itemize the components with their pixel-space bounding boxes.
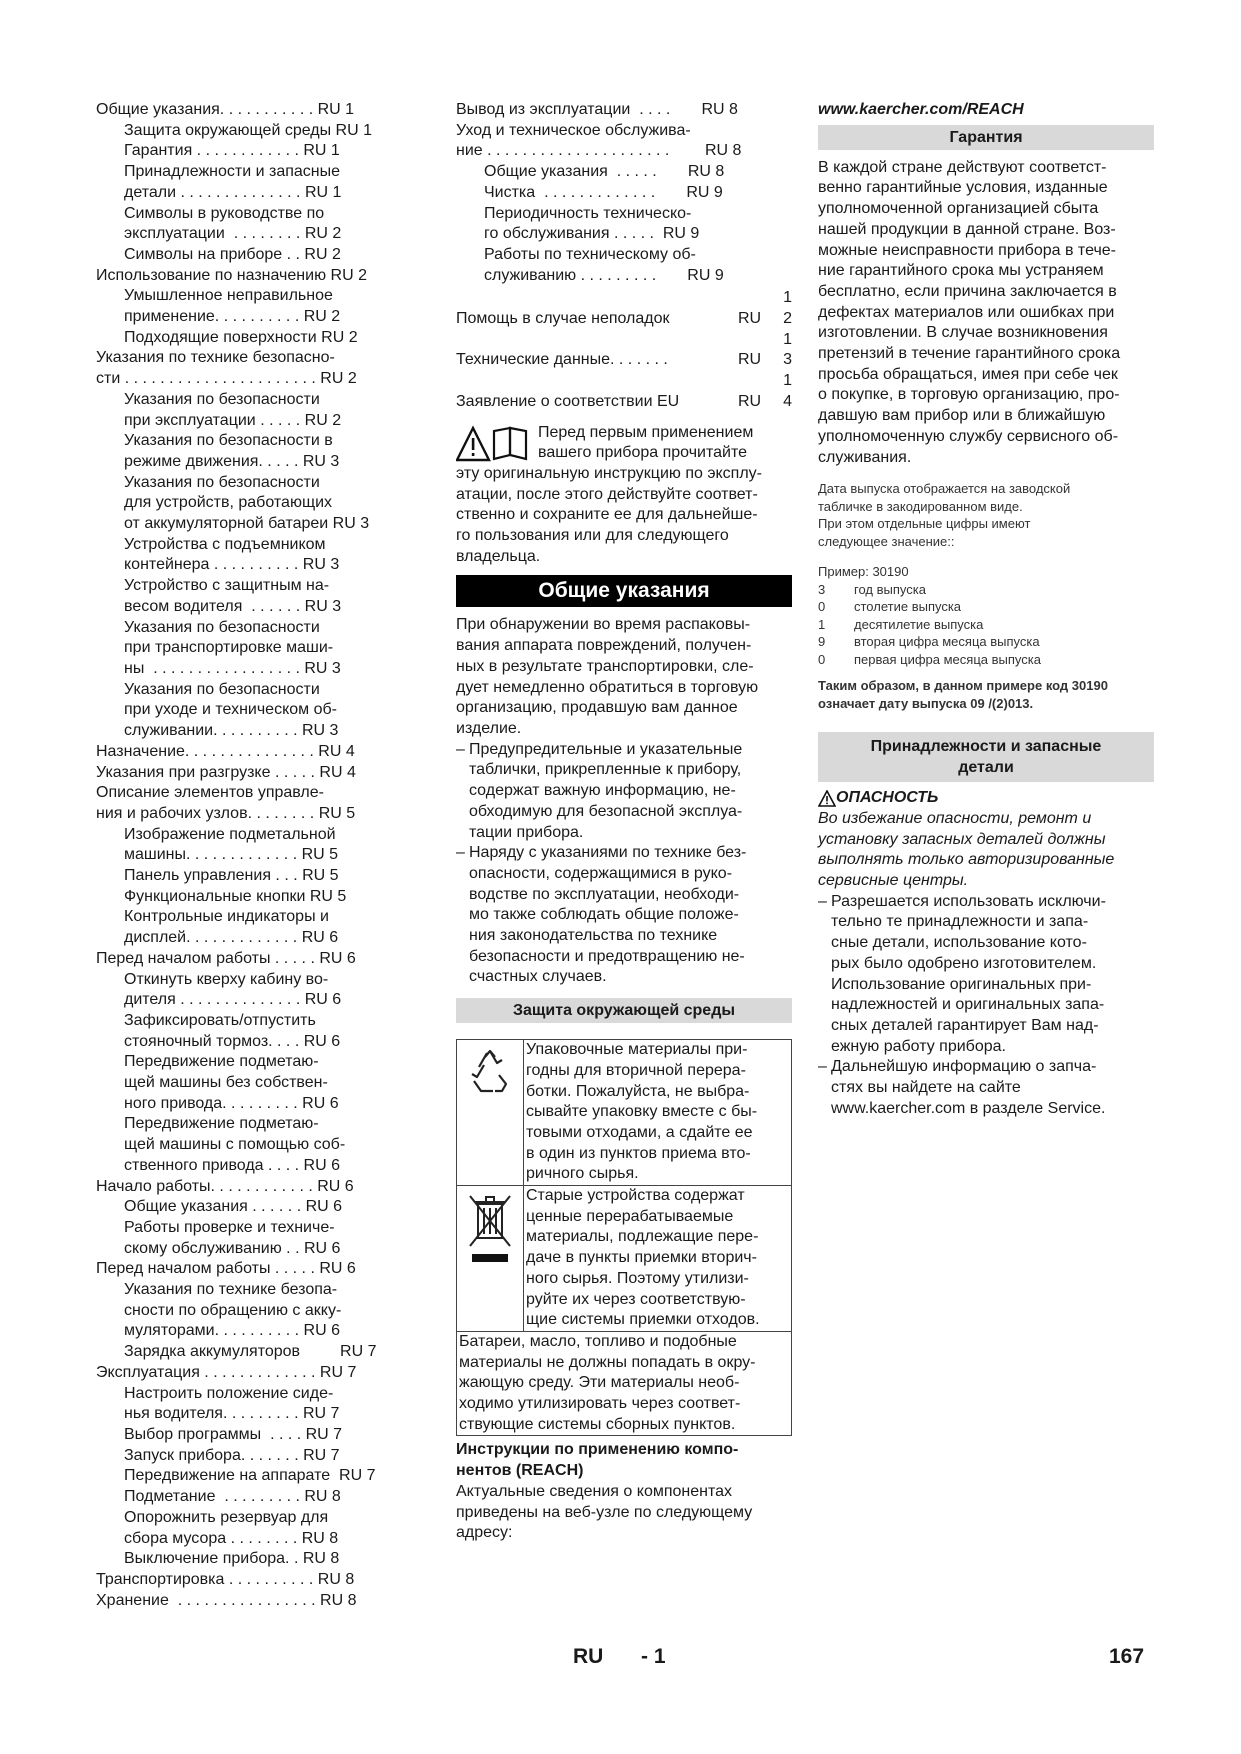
toc-entry-title: Помощь в случае неполадок	[456, 310, 670, 328]
toc-column-2	[456, 100, 792, 286]
accessories-list-item	[818, 1057, 1154, 1119]
toc-entry: от аккумуляторной батареи RU 3	[124, 515, 370, 533]
danger-line: Во избежание опасности, ремонт и	[818, 809, 1092, 827]
date-digit-row	[818, 651, 1154, 669]
toc-entry: Перед началом работы . . . . . RU 6	[96, 949, 356, 967]
packaging-text	[524, 1040, 792, 1186]
reach-heading	[456, 1440, 792, 1481]
toc-entry: Выбор программы . . . . RU 7	[124, 1426, 343, 1443]
warranty-line: уполномоченной организацией сбыта	[818, 200, 1099, 218]
danger-label-row	[818, 788, 1154, 809]
reach-url: www.kaercher.com/REACH	[818, 101, 1024, 118]
reach-text	[456, 1482, 792, 1544]
packaging-line: товыми отходами, а сдайте ее	[526, 1123, 753, 1141]
accessories-list-item	[818, 892, 1154, 1058]
list-item-line: ния законодательства по технике	[469, 927, 718, 945]
general-heading: Общие указания	[456, 575, 792, 607]
danger-line: выполнять только авторизированные	[818, 851, 1115, 869]
toc-entry: Защита окружающей среды RU 1	[124, 121, 372, 139]
toc-entry: Панель управления . . . RU 5	[124, 867, 339, 885]
list-item-line: опасности, содержащимися в руко-	[469, 864, 733, 882]
toc-entry: Изображение подметальной	[124, 825, 336, 843]
toc-entry: служивании. . . . . . . . . . RU 3	[124, 722, 339, 740]
list-item-line: мо также соблюдать общие положе-	[469, 906, 739, 924]
warning-line: Перед первым применением	[538, 423, 754, 441]
environment-table	[456, 1039, 792, 1436]
list-item-text	[469, 843, 746, 988]
reach-text-line: Актуальные сведения о компонентах	[456, 1482, 733, 1500]
toc-entry-title: Технические данные. . . . . . .	[456, 351, 668, 369]
toc-entry: машины. . . . . . . . . . . . . RU 5	[124, 846, 339, 864]
toc-entry: Указания при разгрузке . . . . . RU 4	[96, 763, 356, 781]
general-text-line: При обнаружении во время распаковы-	[456, 616, 751, 634]
toc-entry: Зарядка аккумуляторов RU 7	[124, 1343, 377, 1361]
warranty-line: венно гарантийные условия, изданные	[818, 179, 1108, 197]
list-item-line: www.kaercher.com в разделе Service.	[831, 1099, 1106, 1117]
old-devices-line: руйте их через соответствую-	[526, 1290, 746, 1308]
toc-entry: го обслуживания . . . . . RU 9	[484, 225, 700, 243]
toc-entry: Устройства с подъемником	[124, 535, 326, 553]
toc-entry: Указания по безопасности	[124, 473, 320, 491]
danger-line: установку запасных деталей должны	[818, 830, 1106, 848]
batteries-line: жающую среду. Эти материалы необ-	[459, 1374, 740, 1392]
date-info-line: Дата выпуска отображается на заводской	[818, 481, 1071, 497]
toc-entry: Описание элементов управле-	[96, 784, 324, 802]
toc-entry: при транспортировке маши-	[124, 639, 334, 657]
toc-entry: щей машины без собствен-	[124, 1074, 328, 1092]
toc-entry: при уходе и техническом об-	[124, 701, 337, 719]
toc-entry: Общие указания. . . . . . . . . . . RU 1	[96, 101, 355, 118]
toc-entry: Указания по безопасности	[124, 390, 320, 408]
toc-entry: Общие указания . . . . . . RU 6	[124, 1198, 343, 1216]
toc-entry: Подходящие поверхности RU 2	[124, 328, 358, 346]
batteries-line: ствующие системы сборных пунктов.	[459, 1415, 736, 1433]
accessories-list	[818, 892, 1154, 1120]
toc-entry: Назначение. . . . . . . . . . . . . . . RU 4	[96, 742, 355, 760]
date-digit: 1	[818, 616, 826, 632]
crossed-bin-icon	[457, 1186, 524, 1332]
toc-column-1	[96, 100, 416, 1611]
warning-line: го пользования или для следующего	[456, 527, 729, 545]
toc-entry: дисплей. . . . . . . . . . . . . RU 6	[124, 929, 339, 947]
warranty-heading: Гарантия	[818, 125, 1154, 150]
accessories-heading	[818, 732, 1154, 782]
toc-entry: Хранение . . . . . . . . . . . . . . . . RU 8	[96, 1591, 357, 1609]
warranty-line: бесплатно, если причина заключается в	[818, 282, 1117, 300]
old-devices-line: даче в пункты приемки вторич-	[526, 1249, 757, 1267]
toc-entry: стояночный тормоз. . . . RU 6	[124, 1032, 341, 1050]
date-summary-line: означает дату выпуска 09 /(2)013.	[818, 695, 1034, 711]
toc-entry: Устройство с защитным на-	[124, 577, 330, 595]
toc-entry: Работы по техническому об-	[484, 245, 696, 263]
example-label: Пример: 30190	[818, 564, 909, 580]
packaging-line: Упаковочные материалы при-	[526, 1041, 748, 1059]
list-item-line: Наряду с указаниями по технике без-	[469, 844, 747, 862]
old-devices-line: ного сырья. Поэтому утилизи-	[526, 1269, 749, 1287]
toc-entry: служиванию . . . . . . . . . RU 9	[484, 266, 724, 284]
toc-entry: скому обслуживанию . . RU 6	[124, 1239, 341, 1257]
toc-entry: Периодичность техническо-	[484, 204, 692, 222]
warranty-line: дефектах материалов или ошибках при	[818, 303, 1115, 321]
toc-entry: Настроить положение сиде-	[124, 1384, 334, 1402]
batteries-line: материалы не должны попадать в окру-	[459, 1353, 756, 1371]
list-item-line: рых было одобрено изготовителем.	[831, 954, 1097, 972]
list-item-line: Дальнейшую информацию о запча-	[831, 1058, 1097, 1076]
old-devices-text	[524, 1186, 792, 1332]
toc-entry	[456, 330, 792, 371]
toc-entry: сбора мусора . . . . . . . . RU 8	[124, 1529, 339, 1547]
footer-page-total: 167	[1109, 1645, 1145, 1668]
warranty-line: ние гарантийного срока мы устраняем	[818, 262, 1104, 280]
old-devices-line: ценные перерабатываемые	[526, 1207, 734, 1225]
date-digit: 9	[818, 634, 826, 650]
toc-entry	[456, 371, 792, 412]
toc-entry-page: 1 3	[783, 330, 792, 369]
packaging-line: в один из пунктов приема вто-	[526, 1144, 751, 1162]
toc-entry: для устройств, работающих	[124, 494, 333, 512]
environment-heading: Защита окружающей среды	[456, 998, 792, 1023]
date-digit-meaning: первая цифра месяца выпуска	[854, 651, 1041, 667]
warning-line: вашего прибора прочитайте	[538, 444, 747, 462]
content-column-3	[818, 100, 1154, 1120]
toc-entry: сности по обращению с акку-	[124, 1301, 342, 1319]
toc-entry: ного привода. . . . . . . . . RU 6	[124, 1094, 339, 1112]
list-item-line: водстве по эксплуатации, необходи-	[469, 885, 740, 903]
toc-entry: Эксплуатация . . . . . . . . . . . . . RU 7	[96, 1363, 357, 1381]
date-digit: 0	[818, 599, 826, 615]
accessories-heading-line: детали	[958, 759, 1014, 777]
toc-entry: контейнера . . . . . . . . . . RU 3	[124, 556, 340, 574]
warranty-text	[818, 158, 1154, 469]
date-summary-line: Таким образом, в данном примере код 30190	[818, 678, 1108, 694]
warranty-line: уполномоченную службу сервисного об-	[818, 427, 1119, 445]
list-item-line: ежную работу прибора.	[831, 1037, 1006, 1055]
toc-entry: Транспортировка . . . . . . . . . . RU 8	[96, 1570, 355, 1588]
toc-entry: Указания по технике безопа-	[124, 1281, 338, 1299]
reach-heading-line: нентов (REACH)	[456, 1462, 584, 1480]
list-item-line: стях вы найдете на сайте	[831, 1079, 1021, 1097]
toc-entry: Зафиксировать/отпустить	[124, 1011, 316, 1029]
content-column-2	[456, 100, 792, 1544]
batteries-line: Батареи, масло, топливо и подобные	[459, 1332, 737, 1350]
toc-entry: весом водителя . . . . . . RU 3	[124, 597, 342, 615]
list-item-text	[831, 1057, 1105, 1119]
toc-entry: Опорожнить резервуар для	[124, 1508, 329, 1526]
date-digit-meaning: столетие выпуска	[854, 599, 962, 615]
warranty-line: можные неисправности прибора в тече-	[818, 241, 1117, 259]
toc-entry: Откинуть кверху кабину во-	[124, 970, 329, 988]
general-text-line: дует немедленно обратиться в торговую	[456, 678, 759, 696]
list-item-line: Разрешается использовать исключи-	[831, 892, 1106, 910]
toc-entry: сти . . . . . . . . . . . . . . . . . . . . . . RU 2	[96, 370, 357, 388]
toc-entry: Использование по назначению RU 2	[96, 266, 367, 284]
list-item-line: таблички, прикрепленные к прибору,	[469, 761, 742, 779]
list-item-line: счастных случаев.	[469, 968, 607, 986]
general-text-line: организацию, продавшую вам данное	[456, 699, 738, 717]
toc-entry: Символы на приборе . . RU 2	[124, 245, 341, 263]
warning-block	[456, 423, 792, 568]
toc-entry: Функциональные кнопки RU 5	[124, 887, 347, 905]
list-item-line: безопасности и предотвращению не-	[469, 947, 745, 965]
list-dash: –	[456, 844, 465, 862]
toc-entry: Указания по безопасности в	[124, 432, 333, 450]
toc-entry: при эксплуатации . . . . . RU 2	[124, 411, 342, 429]
reach-heading-line: Инструкции по применению компо-	[456, 1441, 739, 1459]
warning-line: ственно и сохраните ее для дальнейше-	[456, 506, 758, 524]
toc-entry: Запуск прибора. . . . . . . RU 7	[124, 1446, 340, 1464]
warning-line: владельца.	[456, 547, 541, 565]
warranty-line: о покупке, в торговую организацию, про-	[818, 386, 1120, 404]
batteries-text	[457, 1331, 792, 1436]
toc-entry: Указания по безопасности	[124, 680, 320, 698]
toc-entry: Передвижение подметаю-	[124, 1115, 319, 1133]
footer-lang: RU	[573, 1645, 604, 1668]
date-info-line: При этом отдельные цифры имеют	[818, 516, 1031, 532]
date-digit-row	[818, 581, 1154, 599]
date-digit-meaning: год выпуска	[854, 581, 926, 597]
list-item-line: Использование оригинальных при-	[831, 975, 1092, 993]
toc-entry-title: Заявление о соответствии EU	[456, 392, 680, 410]
warranty-line: В каждой стране действуют соответст-	[818, 158, 1107, 176]
warning-line: атации, после этого действуйте соответ-	[456, 485, 758, 503]
toc-entry: Подметание . . . . . . . . . RU 8	[124, 1488, 341, 1506]
toc-entry: ственного привода . . . . RU 6	[124, 1156, 341, 1174]
toc-entry-page: 1 2	[783, 289, 792, 328]
packaging-line: ботки. Пожалуйста, не выбра-	[526, 1082, 750, 1100]
general-text-line: ных в результате транспортировки, сле-	[456, 657, 754, 675]
list-item-line: тельно те принадлежности и запа-	[831, 913, 1089, 931]
toc-entry: ны . . . . . . . . . . . . . . . . . RU 3	[124, 659, 341, 677]
old-devices-line: материалы, подлежащие пере-	[526, 1228, 759, 1246]
list-item-line: сные детали, использование кото-	[831, 934, 1087, 952]
warranty-line: претензий в течение гарантийного срока	[818, 345, 1121, 363]
general-text-line: изделие.	[456, 719, 522, 737]
list-item-line: Предупредительные и указательные	[469, 740, 743, 758]
list-item-line: обходимую для безопасной эксплуа-	[469, 802, 743, 820]
date-digit: 3	[818, 581, 826, 597]
general-list-item	[456, 740, 792, 844]
toc-entry: Работы проверке и техниче-	[124, 1218, 335, 1236]
toc-entry-ru: RU	[738, 392, 762, 410]
date-digit-row	[818, 633, 1154, 651]
list-dash: –	[456, 740, 465, 758]
date-digit: 0	[818, 651, 826, 667]
danger-line: сервисные центры.	[818, 872, 969, 890]
packaging-line: ричного сырья.	[526, 1165, 639, 1183]
toc-entry: дителя . . . . . . . . . . . . . . RU 6	[124, 991, 342, 1009]
list-item-line: тации прибора.	[469, 823, 584, 841]
list-dash: –	[818, 1058, 827, 1076]
packaging-line: сывайте упаковку вместе с бы-	[526, 1103, 758, 1121]
warranty-line: изготовлении. В случае возникновения	[818, 324, 1108, 342]
toc-entry: Гарантия . . . . . . . . . . . . RU 1	[124, 142, 340, 160]
date-summary	[818, 677, 1154, 712]
footer-page-local: - 1	[641, 1645, 666, 1668]
toc-entry: Передвижение на аппарате RU 7	[124, 1467, 376, 1485]
toc-entry: муляторами. . . . . . . . . . RU 6	[124, 1322, 340, 1340]
toc-entry: Указания по безопасности	[124, 618, 320, 636]
toc-entry: эксплуатации . . . . . . . . RU 2	[124, 225, 342, 243]
toc-entry-ru: RU	[738, 351, 762, 369]
toc-entry: Уход и техническое обслужива-	[456, 121, 691, 139]
reach-text-line: адресу:	[456, 1524, 513, 1542]
toc-entry: Вывод из эксплуатации . . . . RU 8	[456, 101, 738, 118]
batteries-line: ходимо утилизировать через соответ-	[459, 1395, 741, 1413]
warranty-line: нашей продукции в данной стране. Воз-	[818, 220, 1116, 238]
list-item-line: содержат важную информацию, не-	[469, 782, 736, 800]
toc-entry: Перед началом работы . . . . . RU 6	[96, 1260, 356, 1278]
warranty-line: просьба обращаться, имея при себе чек	[818, 365, 1118, 383]
danger-label: ОПАСНОСТЬ	[836, 789, 939, 807]
date-digit-meaning: десятилетие выпуска	[854, 616, 984, 632]
date-digit-row	[818, 598, 1154, 616]
toc-entry: Умышленное неправильное	[124, 287, 333, 305]
date-info-line: табличке в закодированном виде.	[818, 498, 1023, 514]
toc-entry: Общие указания . . . . . RU 8	[484, 163, 725, 181]
date-digits	[818, 581, 1154, 669]
toc-entry: Выключение прибора. . RU 8	[124, 1550, 340, 1568]
toc-entry	[456, 288, 792, 329]
toc-entry: Начало работы. . . . . . . . . . . . RU 6	[96, 1177, 354, 1195]
toc-column-2-split	[456, 288, 792, 412]
date-info-line: следующее значение::	[818, 533, 955, 549]
recycle-icon	[457, 1040, 524, 1186]
manual-warning-icon	[456, 425, 528, 463]
general-list	[456, 740, 792, 988]
date-digit-meaning: вторая цифра месяца выпуска	[854, 634, 1040, 650]
toc-entry: Контрольные индикаторы и	[124, 908, 329, 926]
list-item-line: сных деталей гарантирует Вам над-	[831, 1016, 1099, 1034]
toc-entry: нья водителя. . . . . . . . . RU 7	[124, 1405, 340, 1423]
toc-entry-page: 1 4	[783, 372, 792, 410]
list-dash: –	[818, 892, 827, 910]
warranty-line: давшую вам прибор или в ближайшую	[818, 407, 1106, 425]
packaging-line: годны для вторичной перера-	[526, 1061, 746, 1079]
warning-line: эту оригинальную инструкцию по эксплу-	[456, 464, 763, 482]
danger-warning-icon	[818, 790, 836, 807]
general-text	[456, 615, 792, 739]
old-devices-line: щие системы приемки отходов.	[526, 1311, 760, 1329]
toc-entry: Принадлежности и запасные	[124, 163, 341, 181]
toc-entry: Указания по технике безопасно-	[96, 349, 335, 367]
accessories-heading-line: Принадлежности и запасные	[870, 738, 1102, 756]
toc-entry: применение. . . . . . . . . . RU 2	[124, 308, 341, 326]
toc-entry: щей машины с помощью соб-	[124, 1136, 346, 1154]
toc-entry: ние . . . . . . . . . . . . . . . . . . . . . RU 8	[456, 142, 742, 160]
toc-entry: режиме движения. . . . . RU 3	[124, 452, 340, 470]
general-text-line: вания аппарата повреждений, получен-	[456, 637, 752, 655]
old-devices-line: Старые устройства содержат	[526, 1187, 745, 1205]
warranty-line: служивания.	[818, 448, 912, 466]
toc-entry: ния и рабочих узлов. . . . . . . . RU 5	[96, 804, 356, 822]
list-item-line: надлежностей и оригинальных запа-	[831, 996, 1105, 1014]
toc-entry: Символы в руководстве по	[124, 204, 325, 222]
toc-entry: Передвижение подметаю-	[124, 1053, 319, 1071]
reach-text-line: приведены на веб-узле по следующему	[456, 1503, 753, 1521]
general-list-item	[456, 843, 792, 988]
danger-text	[818, 809, 1154, 892]
toc-entry-ru: RU	[738, 310, 762, 328]
list-item-text	[831, 892, 1106, 1058]
toc-entry: Чистка . . . . . . . . . . . . . RU 9	[484, 183, 723, 201]
list-item-text	[469, 740, 742, 844]
date-digit-row	[818, 616, 1154, 634]
date-info	[818, 480, 1154, 550]
toc-entry: детали . . . . . . . . . . . . . . RU 1	[124, 183, 342, 201]
